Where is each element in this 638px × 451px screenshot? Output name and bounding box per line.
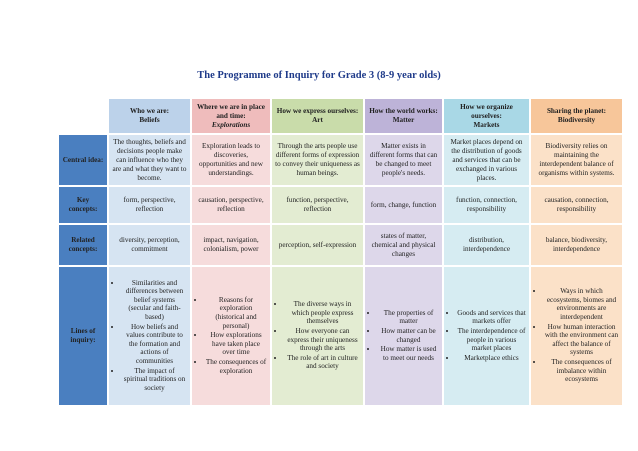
line-item: • How everyone can express their uniqueness through the arts (285, 327, 360, 353)
line-item: • The impact of spiritual traditions on society (122, 367, 187, 393)
related-concepts-row (59, 225, 622, 265)
line-item: • How matter can be changed (378, 327, 439, 344)
key-concepts-cell: form, change, function (365, 187, 442, 223)
theme-header-where-we-are (192, 99, 270, 133)
page-title: The Programme of Inquiry for Grade 3 (8-9 year olds) (197, 70, 441, 81)
lines-cell (192, 267, 270, 405)
theme-unit: Markets (473, 120, 500, 129)
central-idea-cell: Market places depend on the distribution of goods and services that can be exchanged in various places. (444, 135, 529, 185)
lines-of-inquiry-row (59, 267, 622, 405)
line-item: • Marketplace ethics (457, 354, 526, 363)
line-item: • How matter is used to meet our needs (378, 345, 439, 362)
line-item: • Ways in which ecosystems, biomes and environments are interdependent (544, 287, 619, 321)
key-concepts-cell: function, perspective, reflection (272, 187, 363, 223)
theme-unit: Explorations (211, 120, 251, 129)
line-item: • The role of art in culture and society (285, 354, 360, 371)
theme-title: Who we are: (130, 107, 169, 115)
line-item: • Goods and services that markets offer (457, 309, 526, 326)
row-header-related-concepts: Related concepts: (59, 225, 107, 265)
theme-header-how-we-express (272, 99, 363, 133)
lines-list (368, 309, 439, 363)
theme-header-row (59, 99, 622, 133)
corner-cell (59, 99, 107, 133)
theme-unit: Beliefs (139, 116, 160, 124)
theme-header-how-we-organize (444, 99, 529, 133)
theme-unit: Biodiversity (557, 116, 596, 124)
lines-list (112, 279, 187, 393)
key-concepts-row (59, 187, 622, 223)
key-concepts-cell: form, perspective, reflection (109, 187, 190, 223)
lines-cell (365, 267, 442, 405)
theme-header-how-the-world-works (365, 99, 442, 133)
theme-title: How we express ourselves: (276, 107, 359, 115)
lines-cell (444, 267, 529, 405)
central-idea-cell: Exploration leads to discoveries, opportunities and new understandings. (192, 135, 270, 185)
lines-list (447, 309, 526, 363)
line-item: • The interdependence of people in various market places (457, 327, 526, 353)
programme-of-inquiry-table (57, 97, 624, 407)
central-idea-cell: Matter exists in different forms that can be changed to meet people's needs. (365, 135, 442, 185)
line-item: • How beliefs and values contribute to the formation and actions of communities (122, 323, 187, 366)
central-idea-cell: Through the arts people use different forms of expression to convey their uniqueness as human beings. (272, 135, 363, 185)
theme-title: Sharing the planet: (546, 107, 607, 115)
row-header-key-concepts: Key concepts: (59, 187, 107, 223)
key-concepts-cell: function, connection, responsibility (444, 187, 529, 223)
theme-header-who-we-are (109, 99, 190, 133)
line-item: • How human interaction with the environment can affect the balance of systems (544, 323, 619, 357)
lines-list (195, 296, 267, 375)
related-concepts-cell: states of matter, chemical and physical changes (365, 225, 442, 265)
related-concepts-cell: balance, biodiversity, interdependence (531, 225, 622, 265)
related-concepts-cell: distribution, interdependence (444, 225, 529, 265)
line-item: • The diverse ways in which people express themselves (285, 300, 360, 326)
theme-title: How we organize ourselves: (460, 102, 513, 120)
lines-cell (531, 267, 622, 405)
line-item: • The consequences of imbalance within ecosystems (544, 358, 619, 384)
key-concepts-cell: causation, perspective, reflection (192, 187, 270, 223)
lines-cell (272, 267, 363, 405)
related-concepts-cell: perception, self-expression (272, 225, 363, 265)
theme-title: How the world works: (369, 107, 438, 115)
line-item: • Reasons for exploration (historical and personal) (205, 296, 267, 330)
row-header-central-idea: Central idea: (59, 135, 107, 185)
central-idea-cell: Biodiversity relies on maintaining the interdependent balance of organisms within systems. (531, 135, 622, 185)
theme-title: Where we are in place and time: (196, 102, 265, 120)
theme-unit: Art (312, 116, 323, 124)
line-item: • Similarities and differences between belief systems (secular and faith-based) (122, 279, 187, 322)
key-concepts-cell: causation, connection, responsibility (531, 187, 622, 223)
lines-cell (109, 267, 190, 405)
line-item: • The consequences of exploration (205, 358, 267, 375)
central-idea-row (59, 135, 622, 185)
central-idea-cell: The thoughts, beliefs and decisions people make can influence who they are and what they want to become. (109, 135, 190, 185)
line-item: • How explorations have taken place over time (205, 331, 267, 357)
theme-header-sharing-the-planet (531, 99, 622, 133)
lines-list (275, 300, 360, 371)
related-concepts-cell: impact, navigation, colonialism, power (192, 225, 270, 265)
lines-list (534, 287, 619, 384)
related-concepts-cell: diversity, perception, commitment (109, 225, 190, 265)
theme-unit: Matter (392, 116, 415, 124)
row-header-lines-of-inquiry: Lines of inquiry: (59, 267, 107, 405)
line-item: • The properties of matter (378, 309, 439, 326)
